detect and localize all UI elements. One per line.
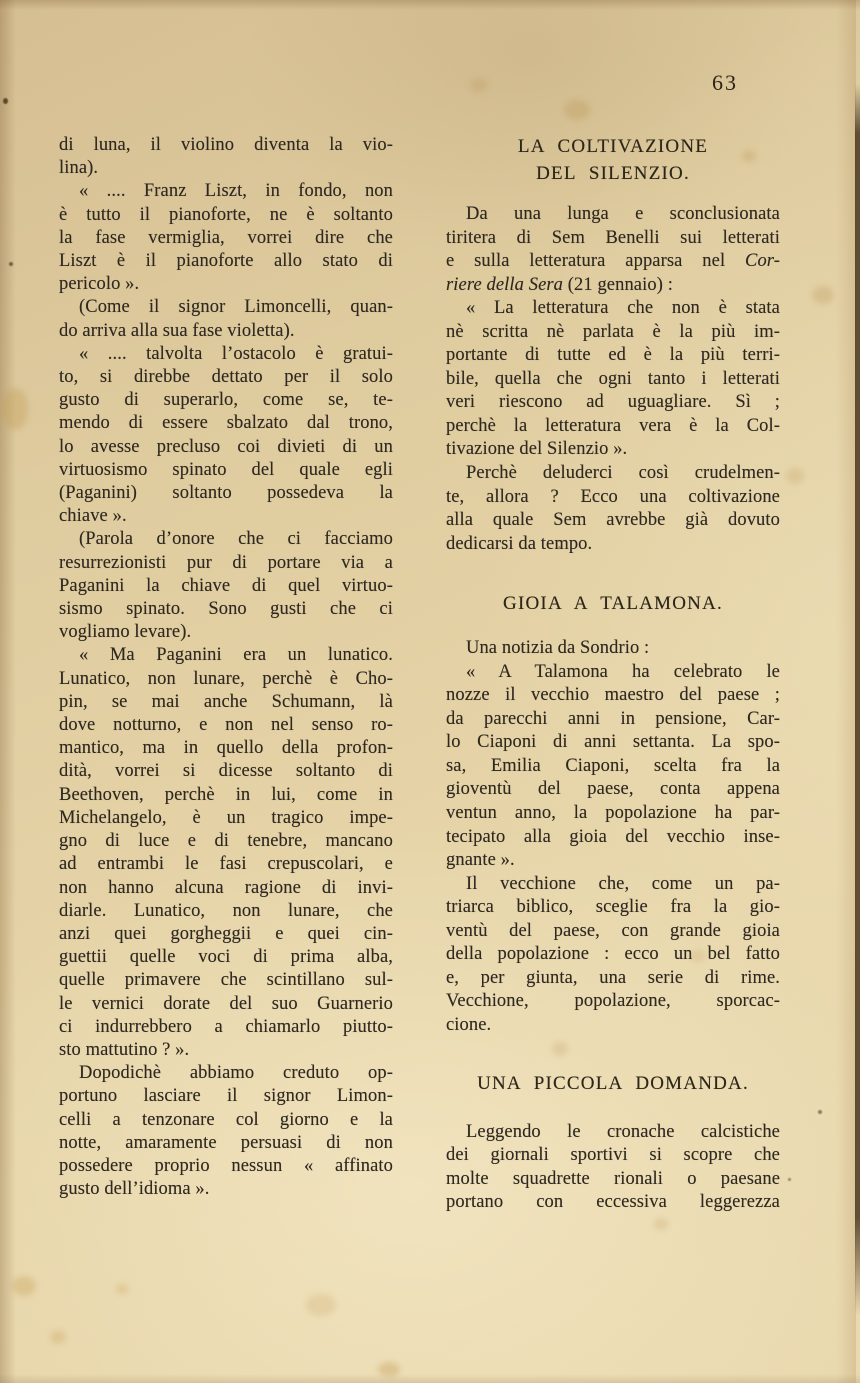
page-right-edge-shading: [836, 0, 856, 1383]
text-line: lina).: [59, 158, 99, 179]
text-line: celli a tenzonare col giorno e la: [59, 1109, 393, 1130]
text-line: la fase vermiglia, vorrei dire che: [59, 227, 393, 248]
text-line: gusto dell’idioma ».: [59, 1179, 210, 1200]
text-line: possedere proprio nessun « affinato: [59, 1155, 393, 1176]
right-text-column: [446, 131, 780, 1215]
text-line: notte, amaramente persuasi di non: [59, 1132, 393, 1153]
page-number: 63: [712, 70, 738, 95]
text-line: bile, quella che ogni tanto i letterati: [446, 368, 780, 389]
text-line: dove notturno, e non nel senso ro-: [59, 715, 393, 736]
text-line: Leggendo le cronache calcistiche: [466, 1121, 780, 1142]
text-line: mendo di essere sbalzato dal trono,: [59, 413, 393, 434]
text-line: lo Ciaponi di anni settanta. La spo-: [446, 732, 780, 753]
text-fragment: e sulla letteratura apparsa nel: [446, 251, 746, 272]
text-line: to, si direbbe dettato per il solo: [59, 367, 393, 388]
text-line: Dopodichè abbiamo creduto op-: [79, 1063, 393, 1084]
text-line: vogliamo levare).: [59, 622, 192, 643]
section-body: [446, 637, 780, 1037]
text-line: nè scritta nè parlata è la più im-: [446, 321, 780, 342]
italic-text: Cor-: [745, 251, 780, 272]
foxing-stain: [470, 78, 488, 92]
text-line: (Parola d’onore che ci facciamo: [79, 529, 393, 550]
text-line: sto mattutino ? ».: [59, 1039, 190, 1060]
text-line: pin, se mai anche Schumann, là: [59, 691, 393, 712]
text-line: ventun anno, la popolazione ha par-: [446, 803, 780, 824]
page-edge-line: [855, 84, 860, 1316]
text-line: « .... talvolta l’ostacolo è gratui-: [79, 343, 393, 364]
text-line: dedicarsi da tempo.: [446, 533, 593, 554]
text-line: lo avesse precluso coi divieti di un: [59, 436, 393, 457]
text-line: Una notizia da Sondrio :: [466, 638, 650, 659]
foxing-stain: [812, 286, 834, 304]
text-line: chiave ».: [59, 506, 127, 527]
text-line: « Ma Paganini era un lunatico.: [79, 645, 393, 666]
heading-line: GIOIA A TALAMONA.: [503, 593, 723, 615]
text-line: alla quale Sem avrebbe già dovuto: [446, 510, 780, 531]
section-heading: [446, 1070, 780, 1097]
text-line: è tutto il pianoforte, ne è soltanto: [59, 204, 393, 225]
text-line: le vernici dorate del suo Guarnerio: [59, 993, 393, 1014]
text-line: non hanno alcuna ragione di invi-: [59, 877, 393, 898]
section-gioia-a-talamona: [446, 590, 780, 1037]
text-line: della popolazione : ecco un bel fatto: [446, 944, 780, 965]
text-line: tiritera di Sem Benelli sui letterati: [446, 227, 780, 248]
text-line: Liszt è il pianoforte allo stato di: [59, 251, 393, 272]
text-line: [446, 274, 780, 298]
text-line: Michelangelo, è un tragico impe-: [59, 807, 393, 828]
text-line: portano con eccessiva leggerezza: [446, 1192, 780, 1213]
text-line: te, allora ? Ecco una coltivazione: [446, 486, 780, 507]
foxing-stain: [564, 100, 590, 120]
text-line: anzi quei gorgheggii e quei cin-: [59, 923, 393, 944]
text-line: gno di luce e di tenebre, mancano: [59, 831, 393, 852]
foxing-stain: [116, 1284, 128, 1294]
italic-text: riere della Sera: [446, 274, 564, 295]
text-line: sismo spinato. Sono gusti che ci: [59, 599, 393, 620]
text-line: pericolo ».: [59, 274, 140, 295]
text-line: quelle primavere che scintillano sul-: [59, 970, 393, 991]
foxing-stain: [306, 1294, 336, 1316]
text-line: molte squadrette rionali o paesane: [446, 1168, 780, 1189]
text-line: perchè la letteratura vera è la Col-: [446, 415, 780, 436]
text-line: (Paganini) soltanto possedeva la: [59, 483, 393, 504]
text-line: portante di tutte ed è la più terri-: [446, 345, 780, 366]
text-line: Beethoven, perchè in lui, come in: [59, 784, 393, 805]
section-heading: [446, 590, 780, 617]
text-line: gnante ».: [446, 850, 515, 871]
section-una-piccola-domanda: [446, 1070, 780, 1215]
text-line: Vecchione, popolazione, sporcac-: [446, 991, 780, 1012]
text-line: virtuosismo spinato del quale egli: [59, 459, 393, 480]
page-bottom-edge-shading: [0, 1374, 860, 1383]
text-fragment: (21 gennaio) :: [563, 274, 673, 295]
text-line: triarca biblico, sceglie fra la gio-: [446, 897, 780, 918]
text-line: « .... Franz Liszt, in fondo, non: [79, 181, 393, 202]
text-line: Paganini la chiave di quel virtuo-: [59, 575, 393, 596]
text-line: cione.: [446, 1014, 492, 1035]
section-la-coltivazione-del-silenzio: [446, 133, 780, 556]
foxing-stain: [50, 1330, 66, 1344]
text-line: « A Talamona ha celebrato le: [466, 661, 780, 682]
heading-line: DEL SILENZIO.: [536, 163, 690, 184]
text-line: di luna, il violino diventa la vio-: [59, 135, 393, 155]
text-line: tivazione del Silenzio ».: [446, 439, 628, 460]
left-text-column: [59, 134, 393, 1201]
text-line: Perchè deluderci così crudelmen-: [466, 463, 780, 484]
section-body: [446, 203, 780, 556]
text-line: dei giornali sportivi si scopre che: [446, 1145, 780, 1166]
text-line: gioventù del paese, conta appena: [446, 779, 780, 800]
text-line: Il vecchione che, come un pa-: [466, 873, 780, 894]
page-left-edge-shading: [0, 0, 16, 1383]
text-line: e, per giunta, una serie di rime.: [446, 967, 780, 988]
text-line: resurrezionisti pur di portare via a: [59, 552, 393, 573]
text-line: Lunatico, non lunare, perchè è Cho-: [59, 668, 393, 689]
heading-line: UNA PICCOLA DOMANDA.: [477, 1072, 749, 1094]
text-line: [446, 250, 780, 274]
text-line: (Come il signor Limoncelli, quan-: [79, 297, 393, 318]
text-line: dità, vorrei si dicesse soltanto di: [59, 761, 393, 782]
text-line: tecipato alla gioia del vecchio inse-: [446, 826, 780, 847]
section-body: [446, 1121, 780, 1215]
text-line: sa, Emilia Ciaponi, scelta fra la: [446, 755, 780, 776]
text-line: veri riescono ad uguagliare. Sì ;: [446, 392, 780, 413]
page-top-edge-shading: [0, 0, 860, 10]
ink-speck: [788, 1178, 791, 1181]
text-line: diarle. Lunatico, non lunare, che: [59, 900, 393, 921]
text-line: mantico, ma in quello della profon-: [59, 738, 393, 759]
text-line: do arriva alla sua fase violetta).: [59, 320, 295, 341]
text-line: da parecchi anni in pensione, Car-: [446, 708, 780, 729]
text-line: gusto di superarlo, come se, te-: [59, 390, 393, 411]
section-heading: [446, 133, 780, 187]
foxing-stain: [786, 468, 804, 484]
text-line: Da una lunga e sconclusionata: [466, 204, 780, 224]
text-line: ci indurrebbero a chiamarlo piutto-: [59, 1016, 393, 1037]
heading-line: LA COLTIVAZIONE: [517, 136, 709, 157]
text-line: nozze il vecchio maestro del paese ;: [446, 685, 780, 706]
ink-speck: [818, 1110, 822, 1114]
foxing-stain: [654, 1218, 668, 1230]
text-line: portuno lasciare il signor Limon-: [59, 1086, 393, 1107]
text-line: ventù del paese, con grande gioia: [446, 920, 780, 941]
text-line: « La letteratura che non è stata: [466, 298, 780, 319]
text-line: guettii quelle voci di prima alba,: [59, 947, 393, 968]
text-line: ad entrambi le fasi crepuscolari, e: [59, 854, 393, 875]
